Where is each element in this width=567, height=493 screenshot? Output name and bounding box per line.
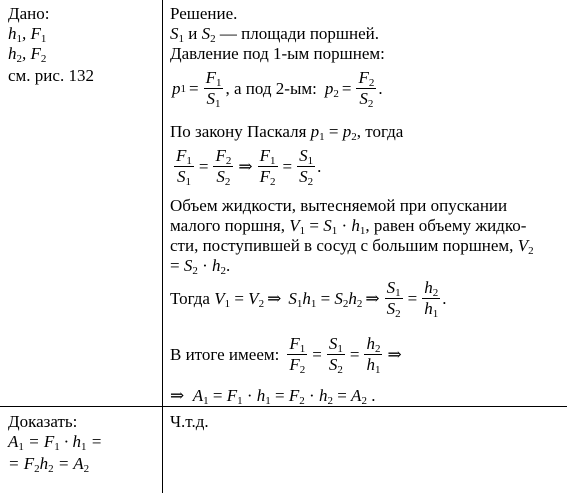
pascal-law: По закону Паскаля $p_1 = p_2$, тогда — [170, 122, 404, 143]
given-heading: Дано: — [8, 4, 50, 23]
column-divider — [162, 0, 163, 493]
result-label: В итоге имеем: — [170, 344, 280, 364]
under-second-text: , а под 2-ым: — [225, 78, 317, 98]
volume-text-2: малого поршня, $V_1 = S_1 \cdot h_1$, равен объему жидко- — [170, 216, 527, 237]
pressure-intro: Давление под 1-ым поршнем: — [170, 44, 385, 63]
qed-text: Ч.т.д. — [170, 412, 209, 431]
volume-text-1: Объем жидкости, вытесняемой при опускании — [170, 196, 508, 215]
pressure-formulas: p 1 = $\frac{F_1}{S_1}$ , а под 2-ым: $p_2$ = $\frac{F_2}{S_2}$ . — [172, 68, 383, 110]
force-area-ratio: $\frac{F_1}{S_1}$ = $\frac{F_2}{S_2}$ ⇒ $\frac{F_1}{F_2}$ = $\frac{S_1}{S_2}$ . — [176, 146, 322, 188]
row-divider — [0, 406, 567, 407]
prove-heading: Доказать: — [8, 412, 78, 431]
given-figure-ref: см. рис. 132 — [8, 66, 94, 85]
prove-line-1: $A_1 = F_1 \cdot h_1$ = — [8, 432, 103, 453]
given-line-2: $h_2$, $F_2$ — [8, 44, 47, 65]
prove-line-2: = $F_2h_2 = A_2$ — [8, 454, 90, 475]
final-equation: ⇒ $A_1 = F_1 \cdot h_1 = F_2 \cdot h_2 = A_2$ . — [170, 386, 376, 407]
areas-line: $S_1$ и $S_2$ — площади поршней. — [170, 24, 380, 45]
then-equation: Тогда $V_1 = V_2$ ⇒ $S_1h_1 = S_2h_2$ ⇒ $\frac{S_1}{S_2}$ = $\frac{h_2}{h_1}$ . — [170, 278, 447, 320]
volume-text-3: сти, поступившей в сосуд с большим поршнем, $V_2$ — [170, 236, 534, 257]
given-line-1: $h_1$, $F_1$ — [8, 24, 47, 45]
volume-text-4: = $S_2 \cdot h_2$. — [170, 256, 231, 277]
result-equation: В итоге имеем: $\frac{F_1}{F_2}$ = $\frac{S_1}{S_2}$ = $\frac{h_2}{h_1}$ ⇒ — [170, 334, 402, 376]
solution-heading: Решение. — [170, 4, 238, 23]
